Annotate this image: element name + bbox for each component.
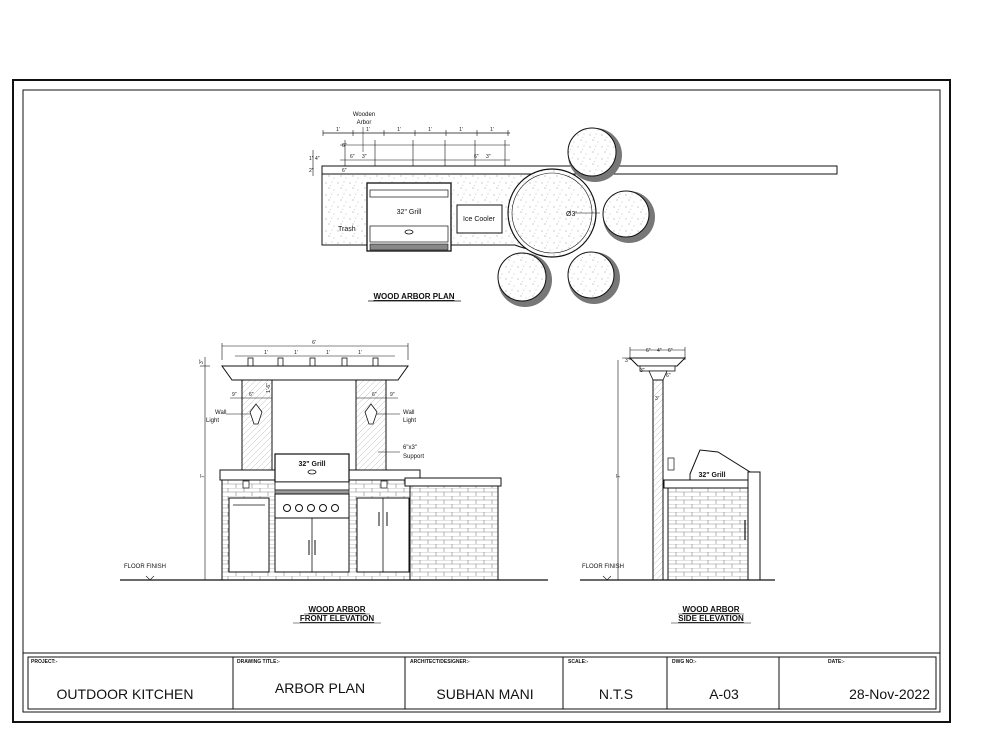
side-grill-label: 32" Grill: [698, 472, 726, 479]
plan-dim-1ft: 1': [336, 127, 340, 133]
project-value: OUTDOOR KITCHEN: [56, 686, 194, 702]
plan-dim-6in-v2: 6": [342, 168, 347, 174]
stool-bottom-right: [568, 252, 620, 304]
plan-dim-1ft: 1': [459, 127, 463, 133]
plan-grill-label: 32" Grill: [396, 209, 422, 216]
side-dim-6in: 6": [646, 348, 651, 354]
side-floor-finish: FLOOR FINISH: [582, 564, 625, 570]
plan-dim-1ft: 1': [397, 127, 401, 133]
front-dim-6in: 6": [372, 392, 377, 398]
wooden-arbor-label-1: Wooden: [352, 112, 376, 118]
wall-light-right-1: Wall: [403, 410, 415, 416]
side-title-2: SIDE ELEVATION: [678, 614, 744, 623]
front-dim-1ft: 1': [326, 350, 330, 356]
plan-dim-2in: 2": [309, 168, 314, 174]
stool-right: [603, 191, 655, 243]
side-dim-3in: 3": [640, 368, 645, 374]
front-dim-9in: 9": [390, 392, 395, 398]
front-dim-height: 7': [200, 474, 206, 478]
wooden-arbor-label-2: Arbor: [356, 120, 372, 126]
plan-ice-cooler-label: Ice Cooler: [463, 216, 495, 223]
plan-dim-4in: 4": [315, 156, 320, 162]
front-title-1: WOOD ARBOR: [308, 605, 366, 614]
scale-label: SCALE:-: [568, 659, 589, 665]
plan-trash-label: Trash: [338, 226, 356, 233]
plan-dim-3in: 3": [486, 154, 491, 160]
front-dim-1ft: 1': [294, 350, 298, 356]
front-floor-finish: FLOOR FINISH: [124, 564, 167, 570]
front-elevation: [120, 343, 548, 580]
plan-dim-6in: 6": [350, 154, 355, 160]
date-label: DATE:-: [828, 659, 845, 665]
front-dim-1ft: 1': [358, 350, 362, 356]
dwg-no-label: DWG NO:-: [672, 659, 697, 665]
wall-light-left-2: Light: [206, 418, 220, 424]
dwg-no-value: A-03: [709, 686, 739, 702]
date-value: 28-Nov-2022: [849, 686, 930, 702]
plan-dim-1in: 1": [309, 156, 314, 162]
plan-dim-3in: 3": [362, 154, 367, 160]
architect-value: SUBHAN MANI: [436, 686, 534, 702]
drawing-title-value: ARBOR PLAN: [274, 680, 366, 696]
side-dim-3in-top: 3": [625, 358, 630, 364]
scale-value: N.T.S: [598, 686, 634, 702]
support-label-2: Support: [403, 454, 425, 460]
stool-top-right: [568, 128, 622, 182]
support-label-1: 6"x3": [403, 445, 417, 451]
plan-dim-1ft: 1': [428, 127, 432, 133]
architect-label: ARCHITECT/DESIGNER:-: [410, 659, 470, 665]
plan-dim-1ft: 1': [366, 127, 370, 133]
front-dim-6in: 6": [249, 392, 254, 398]
plan-dim-1ft: 1': [490, 127, 494, 133]
plan-title: WOOD ARBOR PLAN: [373, 292, 455, 301]
front-dim-9in: 9": [232, 392, 237, 398]
wall-light-right-2: Light: [403, 418, 417, 424]
side-dim-4in: 4": [657, 348, 662, 354]
side-elevation: [580, 347, 775, 580]
front-title-2: FRONT ELEVATION: [299, 614, 375, 623]
front-dim-1ft: 1': [264, 350, 268, 356]
front-grill-label: 32" Grill: [298, 461, 326, 468]
front-dim-top: 6': [312, 340, 316, 346]
front-dim-1ft6in: 1'-6": [266, 383, 272, 393]
stool-bottom-left: [498, 253, 552, 307]
side-dim-6in-2: 6": [668, 348, 673, 354]
side-dim-height: 7': [616, 474, 622, 478]
side-title-1: WOOD ARBOR: [682, 605, 740, 614]
drawing-title-label: DRAWING TITLE:-: [237, 659, 280, 665]
project-label: PROJECT:-: [31, 659, 58, 665]
plan-diameter-label: Ø3': [566, 211, 577, 218]
front-dim-3in: 3": [199, 359, 205, 364]
side-dim-3ft: 3': [655, 396, 659, 402]
side-dim-6in-v: 6": [666, 373, 671, 379]
plan-dim-6in-v: 6": [342, 143, 347, 149]
wall-light-left-1: Wall: [215, 410, 227, 416]
plan-dim-6in: 6": [474, 154, 479, 160]
